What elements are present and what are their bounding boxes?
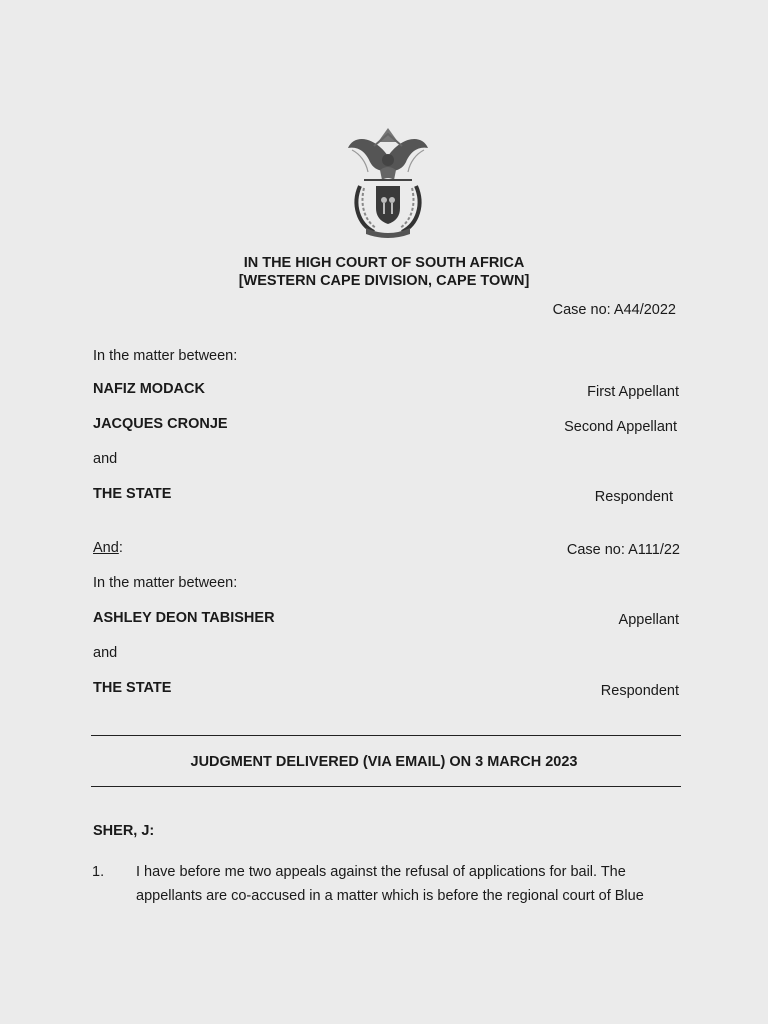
paragraph-line-2: appellants are co-accused in a matter which is before the regional court of Blue (136, 888, 644, 904)
and-heading-label: And (93, 540, 119, 556)
respondent-role-1: Respondent (594, 489, 673, 505)
respondent-role-2: Respondent (600, 683, 679, 699)
party-name-1: NAFIZ MODACK (93, 381, 205, 397)
party-role-1: First Appellant (587, 384, 679, 400)
divider-top (91, 735, 681, 736)
respondent-name-2: THE STATE (93, 680, 172, 696)
judgment-heading: JUDGMENT DELIVERED (VIA EMAIL) ON 3 MARCH 2023 (190, 754, 578, 770)
judge-name: SHER, J: (93, 823, 155, 839)
court-division: [WESTERN CAPE DIVISION, CAPE TOWN] (238, 273, 530, 289)
party-role-2: Second Appellant (564, 419, 677, 435)
and-heading-colon: : (118, 540, 123, 556)
case-number-2: Case no: A111/22 (566, 542, 680, 558)
and-connector-2: and (93, 645, 118, 661)
matter-label-1: In the matter between: (93, 348, 238, 364)
and-connector-1: and (93, 451, 118, 467)
divider-bottom (91, 786, 681, 787)
appellant-name: ASHLEY DEON TABISHER (93, 610, 275, 626)
appellant-role: Appellant (618, 612, 679, 628)
party-name-2: JACQUES CRONJE (93, 416, 228, 432)
and-heading (93, 541, 123, 556)
court-title: IN THE HIGH COURT OF SOUTH AFRICA (243, 255, 525, 271)
paragraph-line-1: I have before me two appeals against the refusal of applications for bail. The (136, 864, 626, 880)
respondent-name-1: THE STATE (93, 486, 172, 502)
case-number-1: Case no: A44/2022 (552, 302, 676, 318)
paragraph-number: 1. (92, 864, 105, 880)
coat-of-arms-icon (344, 126, 432, 238)
matter-label-2: In the matter between: (93, 575, 238, 591)
